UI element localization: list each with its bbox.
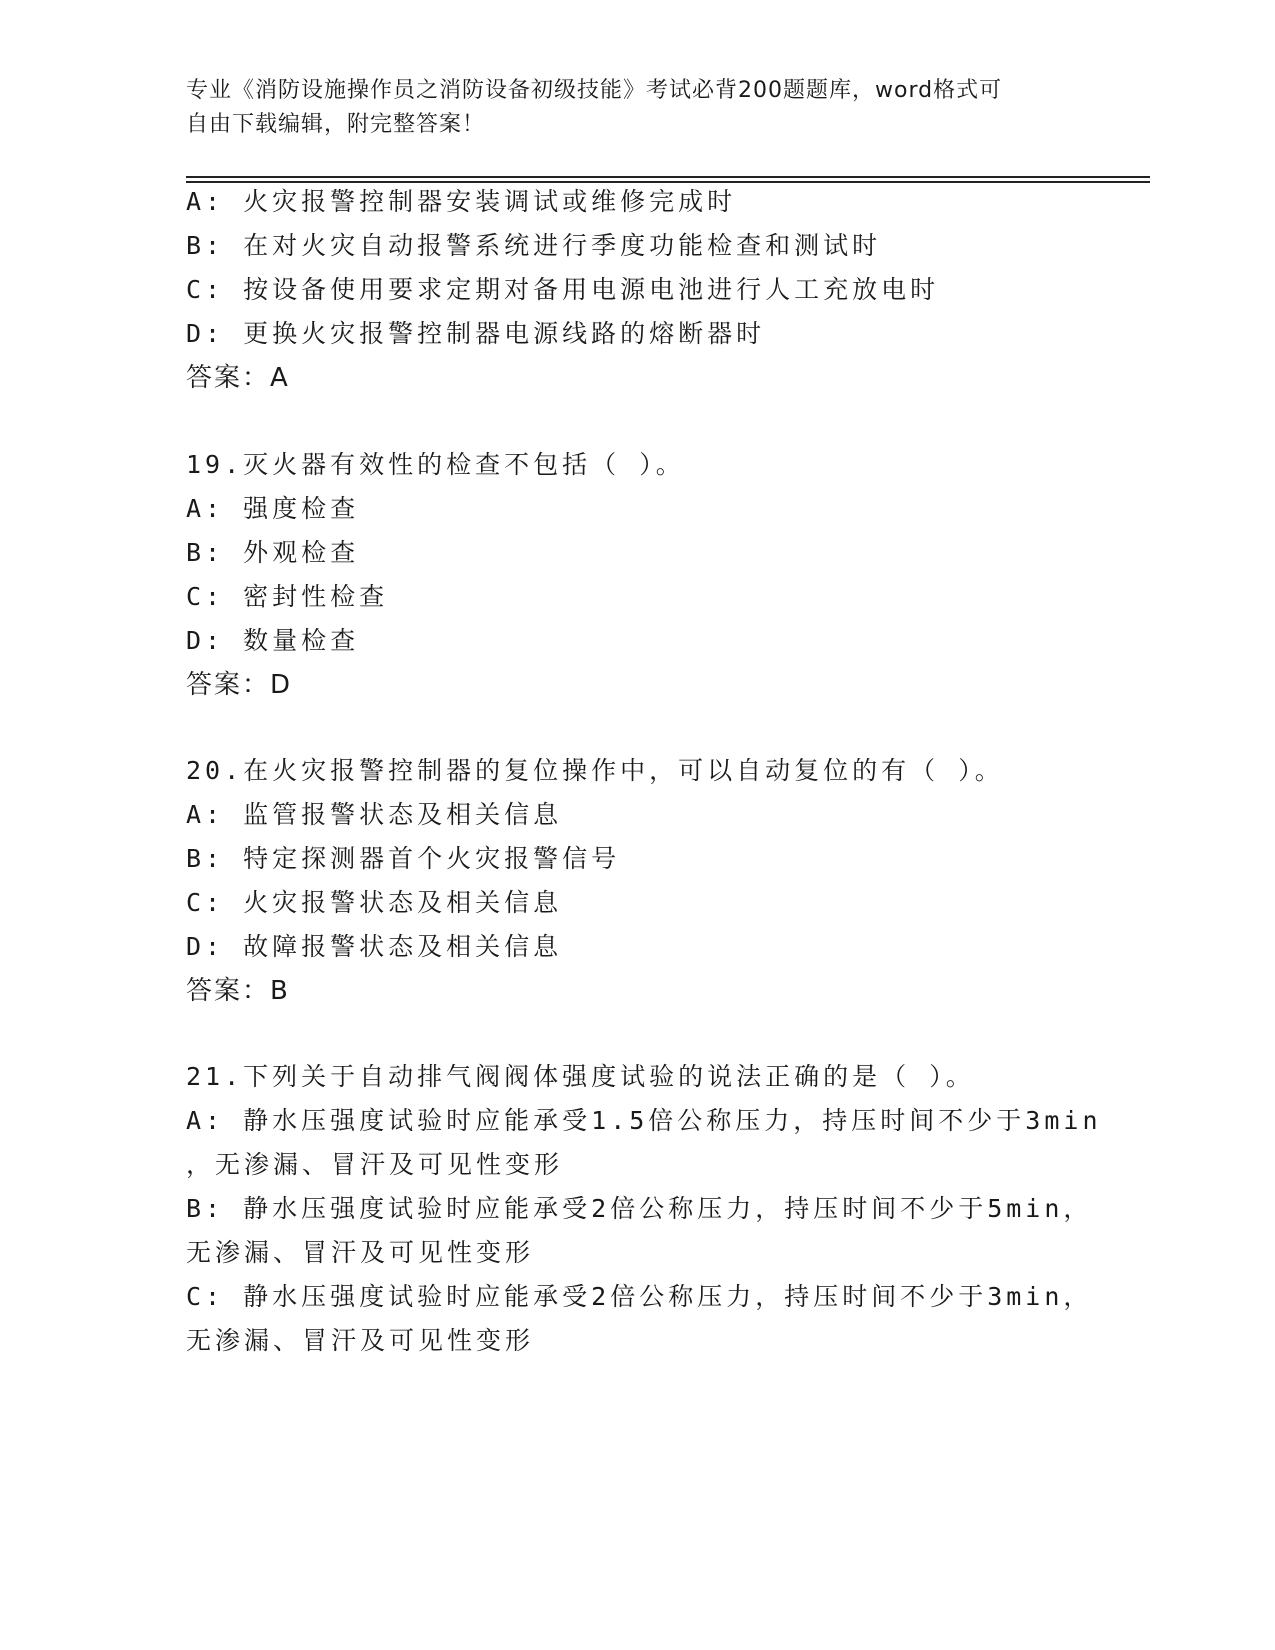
q18-option-c: C: 按设备使用要求定期对备用电源电池进行人工充放电时 (186, 275, 940, 304)
q19-option-c: C: 密封性检查 (186, 582, 389, 611)
q20-question: 20.在火灾报警控制器的复位操作中，可以自动复位的有（ ）。 (186, 756, 1004, 785)
q18-option-b: B: 在对火灾自动报警系统进行季度功能检查和测试时 (186, 231, 882, 260)
header-divider-top (186, 176, 1150, 178)
q19-option-b: B: 外观检查 (186, 538, 360, 567)
header-line-1: 专业《消防设施操作员之消防设备初级技能》考试必背200题题库，word格式可 (186, 78, 1003, 103)
q20-option-a: A: 监管报警状态及相关信息 (186, 800, 563, 829)
header-line-2: 自由下载编辑，附完整答案！ (186, 112, 486, 137)
q19-option-a: A: 强度检查 (186, 494, 360, 523)
q19-question: 19.灭火器有效性的检查不包括（ ）。 (186, 450, 685, 479)
q18-answer: 答案：A (186, 363, 290, 393)
q19-answer: 答案：D (186, 670, 293, 700)
q21-option-c-line-2: 无渗漏、冒汗及可见性变形 (186, 1326, 535, 1355)
q20-option-d: D: 故障报警状态及相关信息 (186, 932, 563, 961)
q21-option-b-line-1: B: 静水压强度试验时应能承受2倍公称压力，持压时间不少于5min， (186, 1194, 1093, 1223)
q21-option-b-line-2: 无渗漏、冒汗及可见性变形 (186, 1238, 535, 1267)
q21-option-a-line-1: A: 静水压强度试验时应能承受1.5倍公称压力，持压时间不少于3min (186, 1106, 1102, 1135)
q18-option-a: A: 火灾报警控制器安装调试或维修完成时 (186, 187, 737, 216)
q18-option-d: D: 更换火灾报警控制器电源线路的熔断器时 (186, 319, 766, 348)
q20-option-b: B: 特定探测器首个火灾报警信号 (186, 844, 621, 873)
q19-option-d: D: 数量检查 (186, 626, 360, 655)
q20-answer: 答案：B (186, 976, 290, 1006)
q21-question: 21.下列关于自动排气阀阀体强度试验的说法正确的是（ ）。 (186, 1062, 975, 1091)
q21-option-c-line-1: C: 静水压强度试验时应能承受2倍公称压力，持压时间不少于3min， (186, 1282, 1093, 1311)
q20-option-c: C: 火灾报警状态及相关信息 (186, 888, 563, 917)
header-divider-bottom (186, 181, 1150, 183)
q21-option-a-line-2: ，无渗漏、冒汗及可见性变形 (186, 1150, 564, 1179)
document-header (186, 74, 1076, 142)
